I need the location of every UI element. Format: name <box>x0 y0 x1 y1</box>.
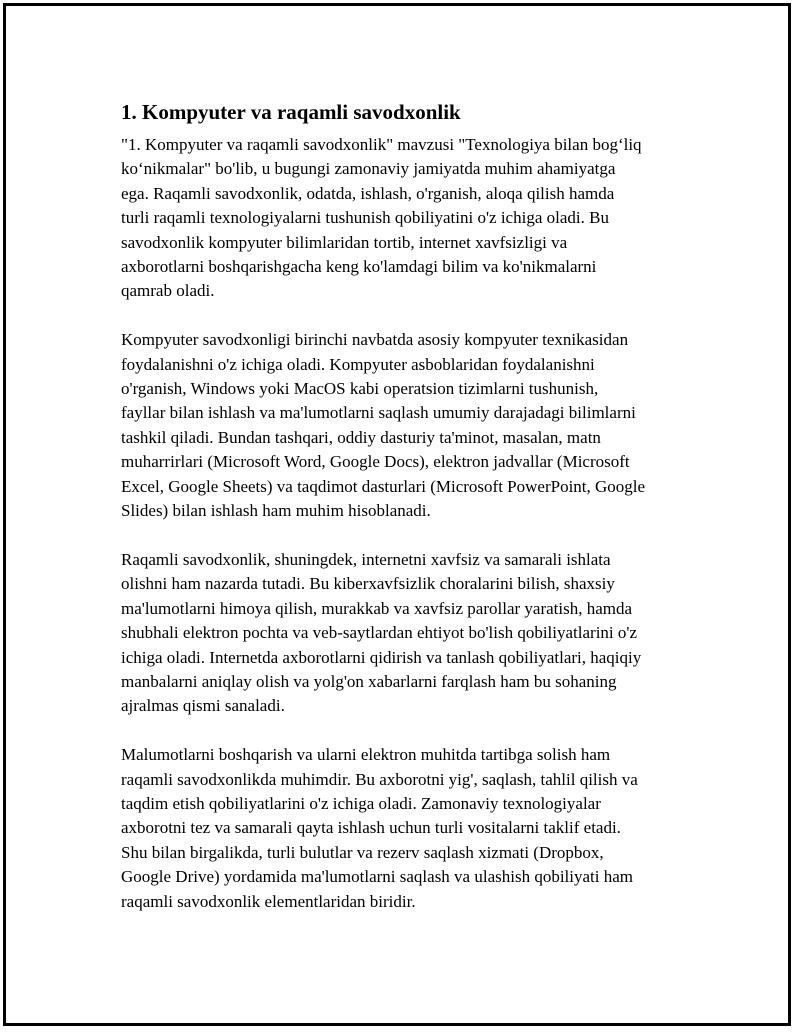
text-line: Slides) bilan ishlash ham muhim hisoblanadi. <box>121 501 431 521</box>
text-line: taqdim etish qobiliyatlarini o'z ichiga oladi. Zamonaviy texnologiyalar <box>121 793 601 813</box>
text-line: qamrab oladi. <box>121 281 215 301</box>
document-body <box>121 99 696 938</box>
text-line: Google Drive) yordamida ma'lumotlarni saqlash va ulashish qobiliyati ham <box>121 867 634 887</box>
text-line: axborotlarni boshqarishgacha keng ko'lamdagi bilim va ko'nikmalarni <box>121 257 597 277</box>
text-line: turli raqamli texnologiyalarni tushunish qobiliyatini o'z ichiga oladi. Bu <box>121 208 609 228</box>
paragraph <box>121 133 696 304</box>
text-line: ajralmas qismi sanaladi. <box>121 696 285 716</box>
text-line: muharrirlari (Microsoft Word, Google Docs), elektron jadvallar (Microsoft <box>121 452 630 472</box>
paragraph <box>121 743 696 914</box>
text-line: Excel, Google Sheets) va taqdimot dasturlari (Microsoft PowerPoint, Google <box>121 476 646 496</box>
text-line: fayllar bilan ishlash va ma'lumotlarni saqlash umumiy darajadagi bilimlarni <box>121 403 636 423</box>
text-line: shubhali elektron pochta va veb-saytlardan ehtiyot bo'lish qobiliyatlarini o'z <box>121 623 637 643</box>
text-line: manbalarni aniqlay olish va yolg'on xabarlarni farqlash ham bu sohaning <box>121 671 617 691</box>
text-line: ma'lumotlarni himoya qilish, murakkab va xavfsiz parollar yaratish, hamda <box>121 598 633 618</box>
section-heading: 1. Kompyuter va raqamli savodxonlik <box>121 100 461 124</box>
text-line: Kompyuter savodxonligi birinchi navbatda asosiy kompyuter texnikasidan <box>121 330 629 350</box>
text-line: Raqamli savodxonlik, shuningdek, internetni xavfsiz va samarali ishlata <box>121 549 611 569</box>
text-line: ichiga oladi. Internetda axborotlarni qidirish va tanlash qobiliyatlari, haqiqiy <box>121 647 642 667</box>
paragraph <box>121 548 696 719</box>
paragraph-list <box>121 133 696 914</box>
text-line: tashkil qiladi. Bundan tashqari, oddiy dasturiy ta'minot, masalan, matn <box>121 427 601 447</box>
text-line: foydalanishni o'z ichiga oladi. Kompyuter asboblaridan foydalanishni <box>121 354 595 374</box>
text-line: savodxonlik kompyuter bilimlaridan tortib, internet xavfsizligi va <box>121 232 568 252</box>
document-page <box>3 3 791 1026</box>
text-line: raqamli savodxonlikda muhimdir. Bu axborotni yig', saqlash, tahlil qilish va <box>121 769 638 789</box>
text-line: raqamli savodxonlik elementlaridan biridir. <box>121 891 416 911</box>
text-line: ko‘nikmalar" bo'lib, u bugungi zamonaviy jamiyatda muhim ahamiyatga <box>121 159 616 179</box>
text-line: o'rganish, Windows yoki MacOS kabi operatsion tizimlarni tushunish, <box>121 379 599 399</box>
paragraph <box>121 328 696 523</box>
text-line: olishni ham nazarda tutadi. Bu kiberxavfsizlik choralarini bilish, shaxsiy <box>121 574 615 594</box>
text-line: "1. Kompyuter va raqamli savodxonlik" mavzusi "Texnologiya bilan bog‘liq <box>121 135 642 154</box>
text-line: ega. Raqamli savodxonlik, odatda, ishlash, o'rganish, aloqa qilish hamda <box>121 183 615 203</box>
text-line: Shu bilan birgalikda, turli bulutlar va rezerv saqlash xizmati (Dropbox, <box>121 842 604 862</box>
text-line: axborotni tez va samarali qayta ishlash uchun turli vositalarni taklif etadi. <box>121 818 621 838</box>
text-line: Malumotlarni boshqarish va ularni elektron muhitda tartibga solish ham <box>121 745 611 765</box>
